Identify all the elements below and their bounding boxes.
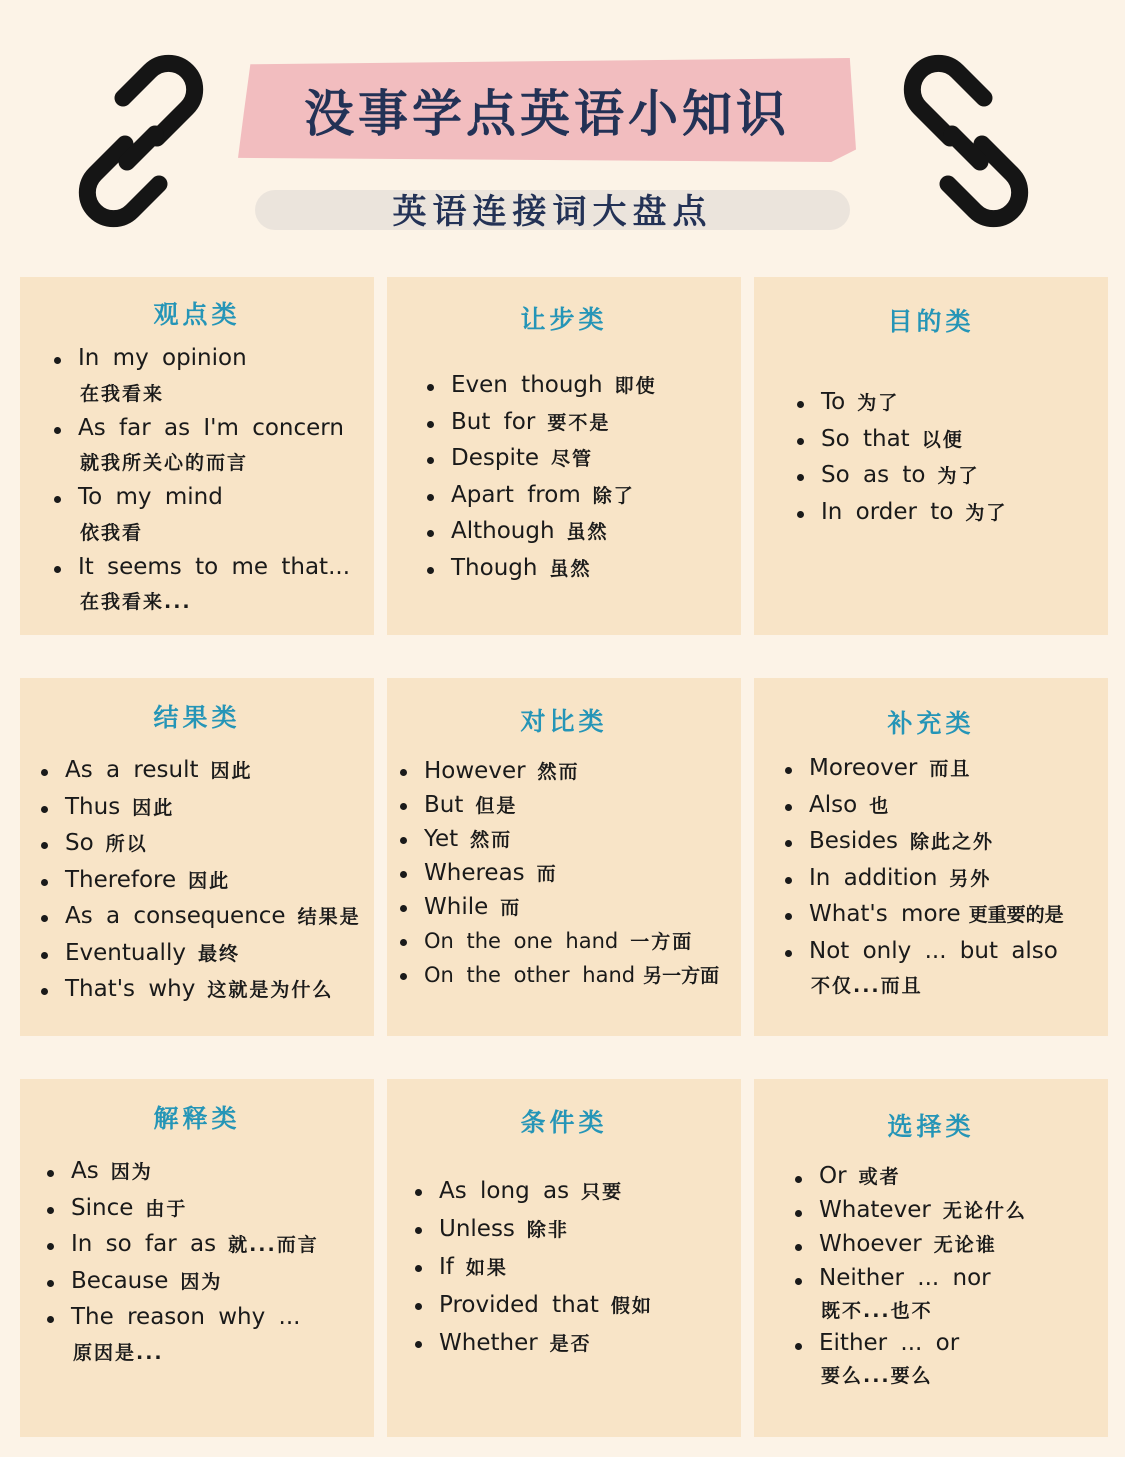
- list-item: [65, 899, 361, 936]
- phrase-en: Although: [451, 518, 555, 544]
- card-concession: [387, 277, 741, 635]
- phrase-zh: 假如: [610, 1295, 653, 1317]
- list-item: [71, 1264, 319, 1301]
- phrase-en: Besides: [809, 828, 899, 854]
- list-item: [78, 480, 362, 550]
- phrase-en: Provided that: [439, 1292, 599, 1318]
- card-title: 解释类: [153, 1104, 241, 1133]
- list-item: [809, 824, 1070, 861]
- list-item: [439, 1325, 653, 1363]
- card-purpose: [754, 277, 1108, 635]
- phrase-zh: 因此: [132, 796, 175, 819]
- phrase-list: [65, 753, 361, 1009]
- list-item: [439, 1249, 653, 1287]
- phrase-en: Eventually: [65, 939, 186, 966]
- phrase-zh: 也: [869, 794, 891, 817]
- list-item: [78, 550, 362, 620]
- list-item: [65, 790, 361, 827]
- phrase-en: As a consequence: [65, 903, 286, 929]
- phrase-zh: 如果: [465, 1257, 508, 1279]
- list-item: [451, 514, 657, 551]
- phrase-en: But: [424, 792, 464, 818]
- phrase-zh: 虽然: [566, 521, 609, 543]
- card-title: 目的类: [887, 307, 975, 336]
- phrase-zh: 就我所关心的而言: [80, 452, 249, 474]
- phrase-en: Unless: [439, 1216, 515, 1242]
- list-item: [821, 458, 1007, 495]
- phrase-zh: 只要: [581, 1181, 624, 1203]
- phrase-zh: 依我看: [80, 521, 144, 544]
- list-item: [819, 1160, 1027, 1194]
- phrase-zh: 虽然: [549, 557, 592, 580]
- list-item: [424, 789, 719, 823]
- phrase-zh: 不仅...而且: [811, 975, 923, 997]
- list-item: [819, 1194, 1027, 1228]
- list-item: [424, 857, 719, 891]
- list-item: [809, 751, 1070, 788]
- phrase-en: As a result: [65, 757, 199, 783]
- phrase-zh: 无论谁: [933, 1234, 997, 1256]
- phrase-en: However: [424, 758, 526, 784]
- phrase-zh: 但是: [475, 795, 518, 817]
- list-item: [821, 495, 1007, 532]
- phrase-zh: 要么...要么: [821, 1365, 933, 1387]
- card-contrast: [387, 678, 741, 1036]
- phrase-list: [809, 751, 1070, 1003]
- card-title: 选择类: [887, 1112, 975, 1141]
- list-item: [71, 1191, 319, 1228]
- phrase-zh: 就...而言: [228, 1234, 319, 1256]
- list-item: [809, 897, 1070, 934]
- phrase-en: Since: [71, 1194, 134, 1221]
- phrase-en: To my mind: [78, 484, 223, 510]
- phrase-zh: 即使: [614, 375, 657, 397]
- list-item: [424, 925, 719, 959]
- list-item: [439, 1211, 653, 1249]
- phrase-en: It seems to me that...: [78, 553, 351, 580]
- phrase-zh: 一方面: [630, 931, 694, 953]
- phrase-zh: 结果是: [297, 906, 361, 928]
- phrase-en: Moreover: [809, 755, 918, 781]
- list-item: [424, 959, 719, 993]
- phrase-zh: 因此: [210, 760, 253, 782]
- phrase-zh: 由于: [145, 1197, 188, 1220]
- phrase-en: Whereas: [424, 860, 525, 886]
- list-item: [819, 1262, 1027, 1327]
- phrase-zh: 以便: [921, 428, 964, 451]
- list-item: [71, 1227, 319, 1264]
- list-item: [451, 368, 657, 405]
- phrase-zh: 这就是为什么: [207, 979, 334, 1001]
- phrase-en: So: [65, 830, 94, 856]
- card-viewpoint: [20, 277, 374, 635]
- list-item: [65, 972, 361, 1009]
- list-item: [439, 1173, 653, 1211]
- list-item: [439, 1287, 653, 1325]
- list-item: [65, 753, 361, 790]
- phrase-en: The reason why ...: [71, 1304, 301, 1330]
- page-title: 没事学点英语小知识: [304, 85, 790, 143]
- phrase-en: Apart from: [451, 481, 581, 508]
- phrase-en: But for: [451, 408, 536, 435]
- phrase-en: In addition: [809, 864, 938, 891]
- phrase-zh: 为了: [937, 465, 980, 487]
- list-item: [821, 385, 1007, 422]
- list-item: [819, 1327, 1027, 1392]
- chain-link-icon: [55, 52, 227, 230]
- phrase-en: If: [439, 1254, 454, 1280]
- card-title: 对比类: [520, 707, 608, 736]
- phrase-en: Whoever: [819, 1231, 922, 1257]
- phrase-zh: 除了: [592, 484, 635, 507]
- list-item: [819, 1228, 1027, 1262]
- phrase-en: As: [71, 1158, 99, 1184]
- phrase-zh: 在我看来: [80, 382, 165, 405]
- phrase-en: While: [424, 894, 489, 920]
- phrase-en: Because: [71, 1267, 169, 1294]
- list-item: [71, 1154, 319, 1191]
- list-item: [809, 861, 1070, 898]
- card-addition: [754, 678, 1108, 1036]
- list-item: [78, 341, 362, 411]
- phrase-en: Even though: [451, 372, 603, 398]
- list-item: [71, 1300, 319, 1370]
- phrase-zh: 要不是: [547, 411, 611, 434]
- phrase-en: Though: [451, 554, 538, 581]
- phrase-en: Therefore: [65, 866, 177, 893]
- list-item: [65, 936, 361, 973]
- phrase-list: [78, 341, 362, 619]
- phrase-list: [819, 1160, 1027, 1392]
- list-item: [451, 478, 657, 515]
- phrase-en: Yet: [424, 826, 459, 852]
- phrase-en: On the one hand: [424, 929, 619, 953]
- list-item: [424, 755, 719, 789]
- list-item: [451, 441, 657, 478]
- phrase-en: Whether: [439, 1330, 538, 1356]
- phrase-zh: 在我看来...: [80, 591, 192, 613]
- phrase-zh: 而且: [929, 758, 972, 780]
- phrase-zh: 无论什么: [942, 1200, 1027, 1222]
- list-item: [65, 826, 361, 863]
- card-choice: [754, 1079, 1108, 1437]
- card-title: 让步类: [520, 305, 608, 334]
- phrase-zh: 为了: [857, 392, 900, 414]
- phrase-zh: 而: [500, 897, 522, 919]
- phrase-zh: 而: [536, 863, 558, 885]
- phrase-en: In my opinion: [78, 345, 247, 371]
- phrase-zh: 除此之外: [910, 831, 995, 853]
- phrase-en: Whatever: [819, 1197, 931, 1223]
- phrase-en: Also: [809, 791, 858, 818]
- phrase-zh: 所以: [105, 833, 148, 855]
- card-result: [20, 678, 374, 1036]
- phrase-zh: 因为: [180, 1270, 223, 1293]
- phrase-zh: 既不...也不: [821, 1300, 933, 1322]
- phrase-en: In order to: [821, 498, 954, 525]
- card-condition: [387, 1079, 741, 1437]
- card-title: 结果类: [153, 703, 241, 732]
- phrase-list: [821, 385, 1007, 531]
- phrase-zh: 更重要的是: [968, 904, 1064, 926]
- phrase-en: In so far as: [71, 1231, 217, 1257]
- phrase-zh: 原因是...: [73, 1341, 164, 1364]
- list-item: [65, 863, 361, 900]
- phrase-list: [71, 1154, 319, 1370]
- card-title: 补充类: [887, 709, 975, 738]
- phrase-en: That's why: [65, 976, 196, 1002]
- phrase-list: [424, 755, 719, 993]
- list-item: [809, 788, 1070, 825]
- phrase-zh: 因为: [110, 1161, 153, 1183]
- phrase-en: Or: [819, 1163, 847, 1189]
- phrase-en: So as to: [821, 462, 926, 488]
- list-item: [451, 551, 657, 588]
- phrase-en: As far as I'm concern: [78, 414, 344, 441]
- phrase-en: Thus: [65, 793, 121, 820]
- phrase-zh: 另一方面: [643, 965, 720, 987]
- phrase-zh: 最终: [197, 942, 240, 965]
- list-item: [821, 422, 1007, 459]
- phrase-en: Either ... or: [819, 1330, 960, 1356]
- phrase-zh: 是否: [549, 1333, 592, 1355]
- phrase-zh: 然而: [470, 829, 513, 851]
- phrase-zh: 尽管: [551, 448, 594, 470]
- phrase-zh: 除非: [526, 1219, 569, 1241]
- card-explanation: [20, 1079, 374, 1437]
- phrase-en: Despite: [451, 445, 540, 471]
- phrase-list: [451, 368, 657, 587]
- list-item: [424, 823, 719, 857]
- phrase-list: [439, 1173, 653, 1363]
- list-item: [451, 405, 657, 442]
- phrase-en: As long as: [439, 1178, 570, 1204]
- phrase-en: Neither ... nor: [819, 1265, 991, 1291]
- header: [0, 0, 1125, 260]
- page-subtitle: 英语连接词大盘点: [392, 191, 713, 232]
- phrase-en: To: [821, 389, 846, 415]
- card-title: 观点类: [153, 300, 241, 329]
- phrase-zh: 为了: [965, 501, 1008, 524]
- phrase-zh: 然而: [537, 761, 580, 783]
- phrase-zh: 因此: [188, 869, 231, 892]
- phrase-en: So that: [821, 425, 910, 452]
- phrase-en: Not only ... but also: [809, 937, 1058, 964]
- card-title: 条件类: [520, 1108, 608, 1137]
- phrase-zh: 或者: [858, 1166, 901, 1188]
- phrase-zh: 另外: [949, 867, 992, 890]
- list-item: [424, 891, 719, 925]
- chain-link-icon: [880, 52, 1052, 230]
- phrase-en: On the other hand: [424, 963, 636, 987]
- phrase-en: What's more: [809, 901, 961, 927]
- list-item: [78, 411, 362, 481]
- list-item: [809, 934, 1070, 1004]
